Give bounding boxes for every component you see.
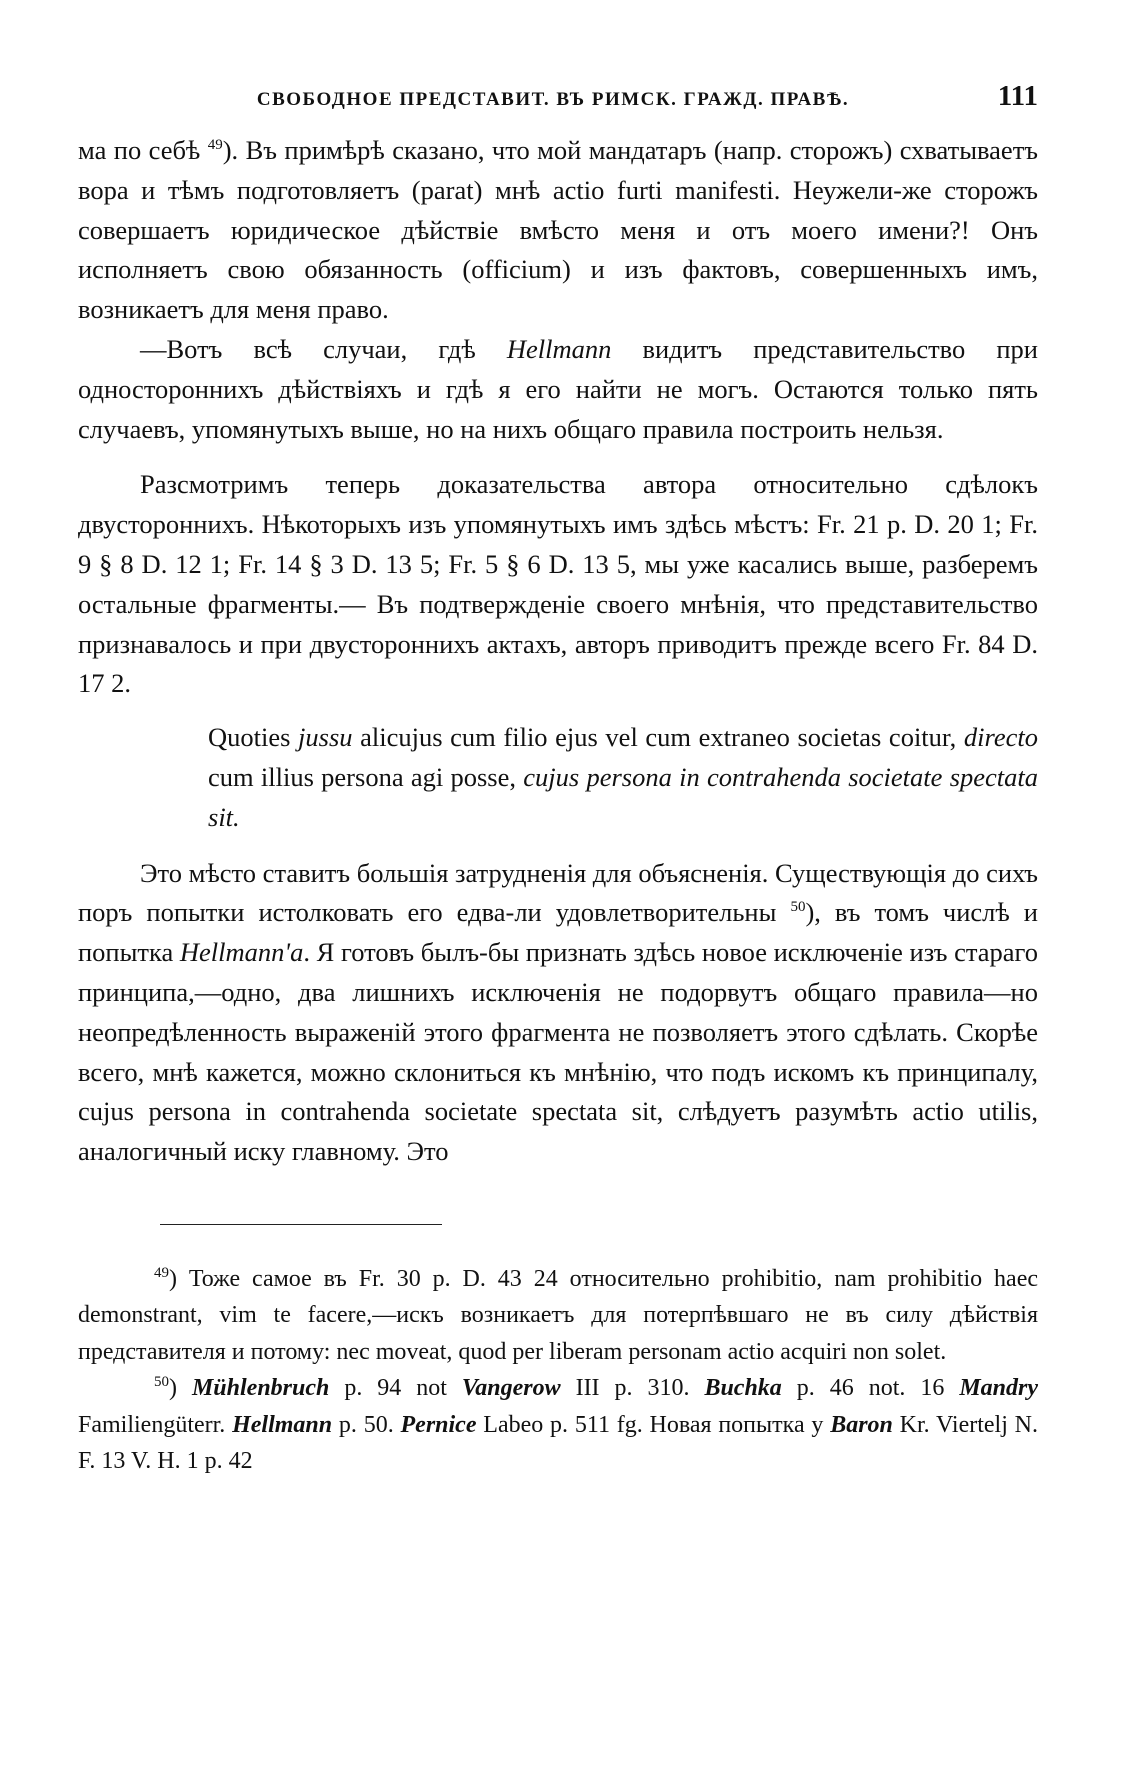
footnote-ref-50[interactable]: 50 bbox=[790, 899, 806, 916]
footnote-49: $^{49}$) Тоже самое въ Fr. 30 p. D. 43 24 относительно prohibitio, nam prohibitio haec demonstrant, vim te facere,—искъ возникаетъ для потерпѣвшаго не въ силу дѣйствія представителя и потому: nec moveat, quod per liberam personam actio acquiri non solet. bbox=[78, 1264, 1038, 1365]
footnote-divider bbox=[160, 1224, 442, 1225]
page-number: 111 bbox=[997, 80, 1038, 112]
page-header bbox=[78, 80, 1038, 113]
footnotes bbox=[78, 1261, 1038, 1480]
main-text bbox=[78, 131, 1038, 1172]
author-name: Hellmann'a bbox=[179, 937, 304, 968]
latin-quote: Quoties jussu alicujus cum filio ejus vel cum extraneo societas coitur, directo cum illius persona agi posse, cujus persona in contrahenda societate spectata sit. bbox=[208, 722, 1039, 832]
paragraph-3: Разсмотримъ теперь доказательства автора относительно сдѣлокъ двустороннихъ. Нѣкоторыхъ изъ упомянутыхъ имъ здѣсь мѣстъ: Fr. 21 p. D. 20 1; Fr. 9 § 8 D. 12 1; Fr. 14 § 3 D. 13 5; Fr. 5 § 6 D. 13 5, мы уже касались выше, разберемъ остальные фрагменты.— Въ подтвержденіе своего мнѣнія, что представительство признавалось и при двустороннихъ актахъ, авторъ приводитъ прежде всего Fr. 84 D. 17 2. bbox=[78, 469, 1038, 699]
footnote-50: $^{50}$) Mühlenbruch p. 94 not Vangerow III p. 310. Buchka p. 46 not. 16 Mandry Familiengüterr. Hellmann p. 50. Pernice Labeo p. 511 fg. Новая попытка у Baron Kr. Viertelj N. F. 13 V. H. 1 p. 42 bbox=[78, 1374, 1039, 1475]
running-title: СВОБОДНОЕ ПРЕДСТАВИТ. ВЪ РИМСК. ГРАЖД. ПРАВѢ. bbox=[256, 89, 850, 110]
author-name: Hellmann bbox=[506, 333, 612, 364]
book-page bbox=[78, 80, 1038, 1480]
paragraph-2: —Вотъ всѣ случаи, гдѣ Hellmann видитъ представительство при одностороннихъ дѣйствіяхъ и гдѣ я его найти не могъ. Остаются только пять случаевъ, упомянутыхъ выше, но на нихъ общаго правила построить нельзя. bbox=[78, 333, 1038, 444]
paragraph-1: ма по себѣ $^{49}$). Въ примѣрѣ сказано, что мой мандатаръ (напр. сторожъ) схватываетъ вора и тѣмъ подготовляетъ (parat) мнѣ actio furti manifesti. Неужели-же сторожъ совершаетъ юридическое дѣйствіе вмѣсто меня и отъ моего имени?! Онъ исполняетъ свою обязанность (officium) и изъ фактовъ, совершенныхъ имъ, возникаетъ для меня право. bbox=[78, 135, 1038, 325]
paragraph-4: Это мѣсто ставитъ большія затрудненія для объясненія. Существующія до сихъ поръ попытки истолковать его едва-ли удовлетворительны $^{50}$), въ томъ числѣ и попытка Hellmann'a. Я готовъ былъ-бы признать здѣсь новое исключеніе изъ стараго принципа,—одно, два лишнихъ исключенія не подорвутъ общаго правила—но неопредѣленность выраженій этого фрагмента не позволяетъ этого сдѣлать. Скорѣе всего, мнѣ кажется, можно склониться къ мнѣнію, что подъ искомъ къ принципалу, cujus persona in contrahenda societate spectata sit, слѣдуетъ разумѣть actio utilis, аналогичный иску главному. Это bbox=[78, 857, 1038, 1167]
footnote-ref-49[interactable]: 49 bbox=[207, 137, 223, 154]
